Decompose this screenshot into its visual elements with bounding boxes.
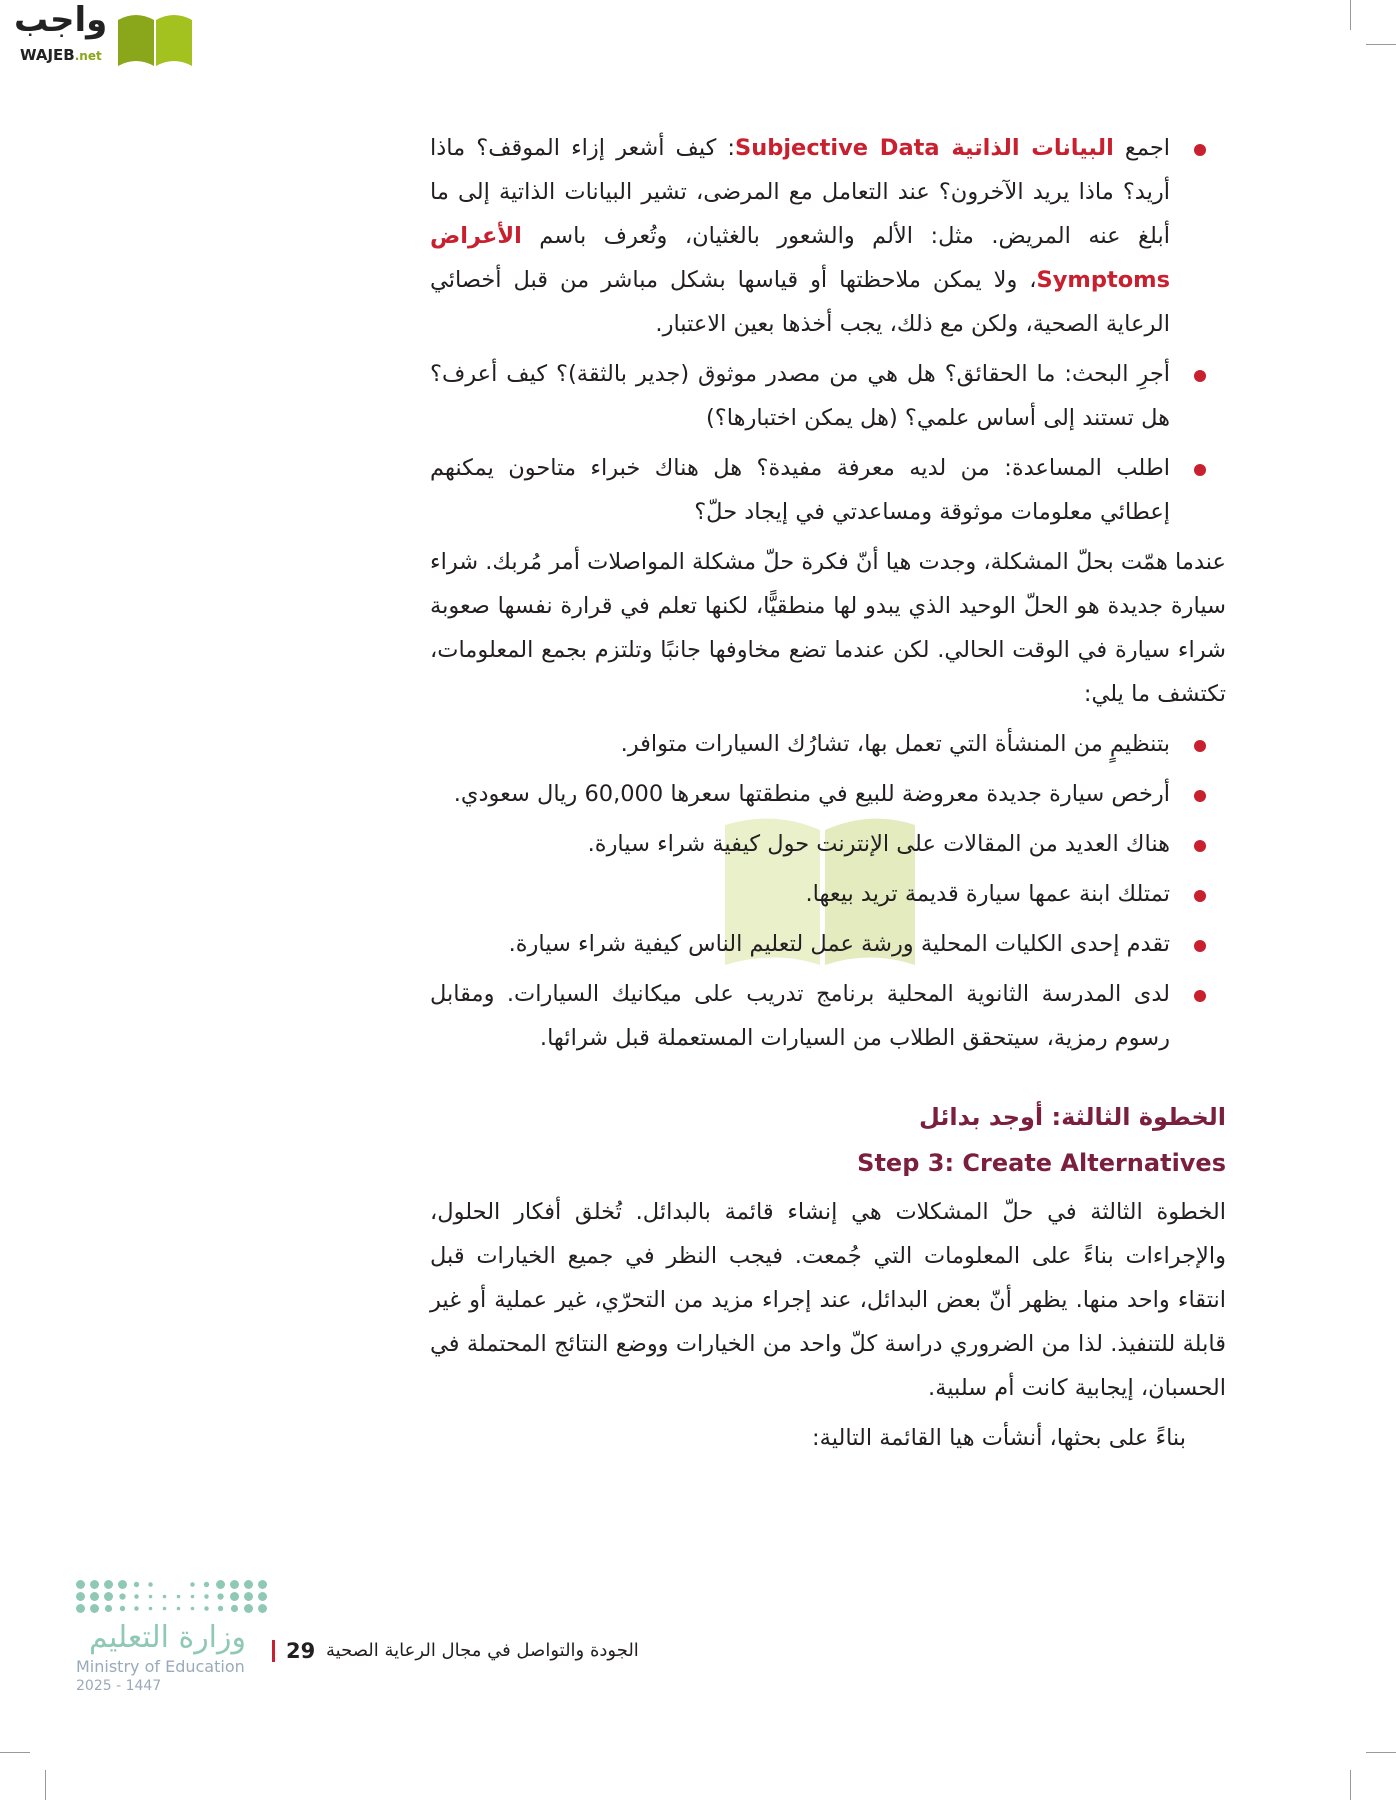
- ministry-dots-icon: [76, 1580, 256, 1613]
- list-item: تقدم إحدى الكليات المحلية ورشة عمل لتعليم الناس كيفية شراء سيارة.: [430, 922, 1226, 966]
- book-icon: [114, 8, 196, 68]
- crop-mark: [1350, 0, 1351, 30]
- ministry-arabic: وزارة التعليم: [88, 1620, 246, 1655]
- edition-year: 2025 - 1447: [76, 1678, 162, 1694]
- paragraph: عندما همّت بحلّ المشكلة، وجدت هيا أنّ فكرة حلّ مشكلة المواصلات أمر مُربك. شراء سيارة جديدة هو الحلّ الوحيد الذي يبدو لها منطقيًّا، لكنها تعلم في قرارة نفسها صعوبة شراء سيارة في الوقت الحالي. لكن عندما تضع مخاوفها جانبًا وتلتزم بجمع المعلومات، تكتشف ما يلي:: [430, 549, 1226, 707]
- page-number: 29: [286, 1639, 316, 1663]
- section-heading-arabic: الخطوة الثالثة: أوجد بدائل: [918, 1103, 1226, 1131]
- section-heading-english: Step 3: Create Alternatives: [857, 1149, 1226, 1177]
- wajeb-logo[interactable]: [8, 0, 193, 66]
- paragraph: بناءً على بحثها، أنشأت هيا القائمة التالية:: [812, 1425, 1186, 1451]
- crop-mark: [1350, 1770, 1351, 1800]
- bullet-research: أجرِ البحث: ما الحقائق؟ هل هي من مصدر موثوق (جدير بالثقة)؟ كيف أعرف؟ هل تستند إلى أساس علمي؟ (هل يمكن اختبارها؟): [430, 352, 1226, 440]
- logo-english: WAJEB.net: [20, 46, 102, 64]
- list-item: بتنظيمٍ من المنشأة التي تعمل بها، تشارُك السيارات متوافر.: [430, 722, 1226, 766]
- crop-mark: [0, 1752, 30, 1753]
- crop-mark: [1366, 44, 1396, 45]
- paragraph: الخطوة الثالثة في حلّ المشكلات هي إنشاء قائمة بالبدائل. تُخلق أفكار الحلول، والإجراءات بناءً على المعلومات التي جُمعت. فيجب النظر في جميع الخيارات قبل انتقاء واحد منها. يظهر أنّ بعض البدائل، عند إجراء مزيد من التحرّي، غير عملية أو غير قابلة للتنفيذ. لذا من الضروري دراسة كلّ واحد من الخيارات ووضع النتائج المحتملة في الحسبان، إيجابية كانت أم سلبية.: [430, 1199, 1226, 1401]
- list-item: تمتلك ابنة عمها سيارة قديمة تريد بيعها.: [430, 872, 1226, 916]
- page-number-divider: [272, 1640, 275, 1662]
- list-item: هناك العديد من المقالات على الإنترنت حول كيفية شراء سيارة.: [430, 822, 1226, 866]
- ministry-english: Ministry of Education: [76, 1657, 245, 1676]
- logo-arabic: واجب: [14, 0, 108, 40]
- term-subjective-data: البيانات الذاتية Subjective Data: [735, 135, 1114, 161]
- bullet-subjective-data: اجمع البيانات الذاتية Subjective Data: كيف أشعر إزاء الموقف؟ ماذا أريد؟ ماذا يريد الآخرون؟ عند التعامل مع المرضى، تشير البيانات الذاتية إلى ما أبلغ عنه المريض. مثل: الألم والشعور بالغثيان، وتُعرف باسم الأعراض Symptoms، ولا يمكن ملاحظتها أو قياسها بشكل مباشر من قبل أخصائي الرعاية الصحية، ولكن مع ذلك، يجب أخذها بعين الاعتبار.: [430, 126, 1226, 346]
- crop-mark: [1366, 1752, 1396, 1753]
- ministry-logo: [76, 1580, 256, 1695]
- list-item: أرخص سيارة جديدة معروضة للبيع في منطقتها سعرها 60,000 ريال سعودي.: [430, 772, 1226, 816]
- list-item: لدى المدرسة الثانوية المحلية برنامج تدريب على ميكانيك السيارات. ومقابل رسوم رمزية، سيتحقق الطلاب من السيارات المستعملة قبل شرائها.: [430, 972, 1226, 1060]
- term-symptoms: الأعراض Symptoms: [430, 223, 1170, 293]
- bullet-ask-help: اطلب المساعدة: من لديه معرفة مفيدة؟ هل هناك خبراء متاحون يمكنهم إعطائي معلومات موثوقة ومساعدتي في إيجاد حلّ؟: [430, 446, 1226, 534]
- page-content: [430, 126, 1226, 1466]
- running-title: الجودة والتواصل في مجال الرعاية الصحية: [326, 1640, 639, 1661]
- crop-mark: [45, 1770, 46, 1800]
